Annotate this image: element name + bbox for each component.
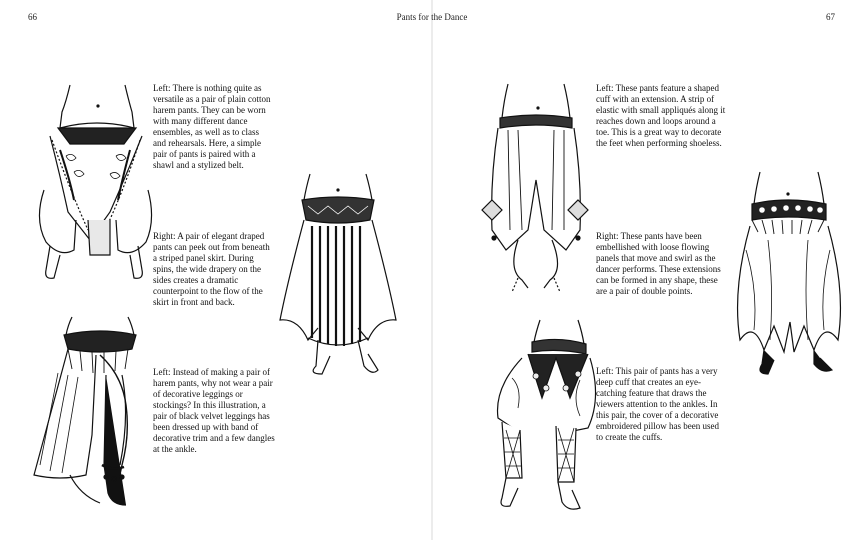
draped-pants-under-striped-skirt-illustration (278, 170, 398, 395)
running-head: Pants for the Dance (396, 12, 468, 22)
book-gutter (431, 0, 433, 540)
harem-pants-with-shawl-illustration (30, 80, 155, 295)
left-page-number: 66 (28, 12, 37, 22)
caption-harem-pants: Left: There is nothing quite as versatile as a pair of plain cotton harem pants. They can be worn with many different dance ensembles, as well as to class and rehearsals. Here, a simple pair of pants is paired with a shawl and a stylized belt. (153, 83, 271, 170)
right-page-number: 67 (826, 12, 835, 22)
caption-decorative-leggings: Left: Instead of making a pair of harem pants, why not wear a pair of decorative leggings or stockings? In this illustration, a pair of black velvet leggings has been dressed up with band of decorative trim and a few dangles at the ankle. (153, 367, 275, 454)
caption-flowing-panels: Right: These pants have been embellished with loose flowing panels that move and swirl as the dancer performs. These extensions can be formed in any shape, these are a pair of double points. (596, 231, 721, 296)
shaped-cuff-pants-illustration (478, 80, 596, 305)
decorative-leggings-illustration (30, 315, 155, 515)
caption-deep-cuff: Left: This pair of pants has a very deep cuff that creates an eye-catching feature that draws the viewers attention to the ankles. In this pair, the cover of a decorative embroidered pillow has been used to create the cuffs. (596, 366, 719, 442)
flowing-panel-pants-illustration (728, 170, 850, 400)
deep-cuff-pants-illustration (492, 318, 602, 518)
caption-shaped-cuff: Left: These pants feature a shaped cuff with an extension. A strip of elastic with small appliqués along it reaches down and loops around a toe. This is a great way to decorate the feet when performing shoeless. (596, 83, 726, 148)
caption-draped-pants: Right: A pair of elegant draped pants can peek out from beneath a striped panel skirt. During spins, the wide drapery on the sides creates a dramatic counterpoint to the flow of the skirt in front and back. (153, 231, 270, 307)
